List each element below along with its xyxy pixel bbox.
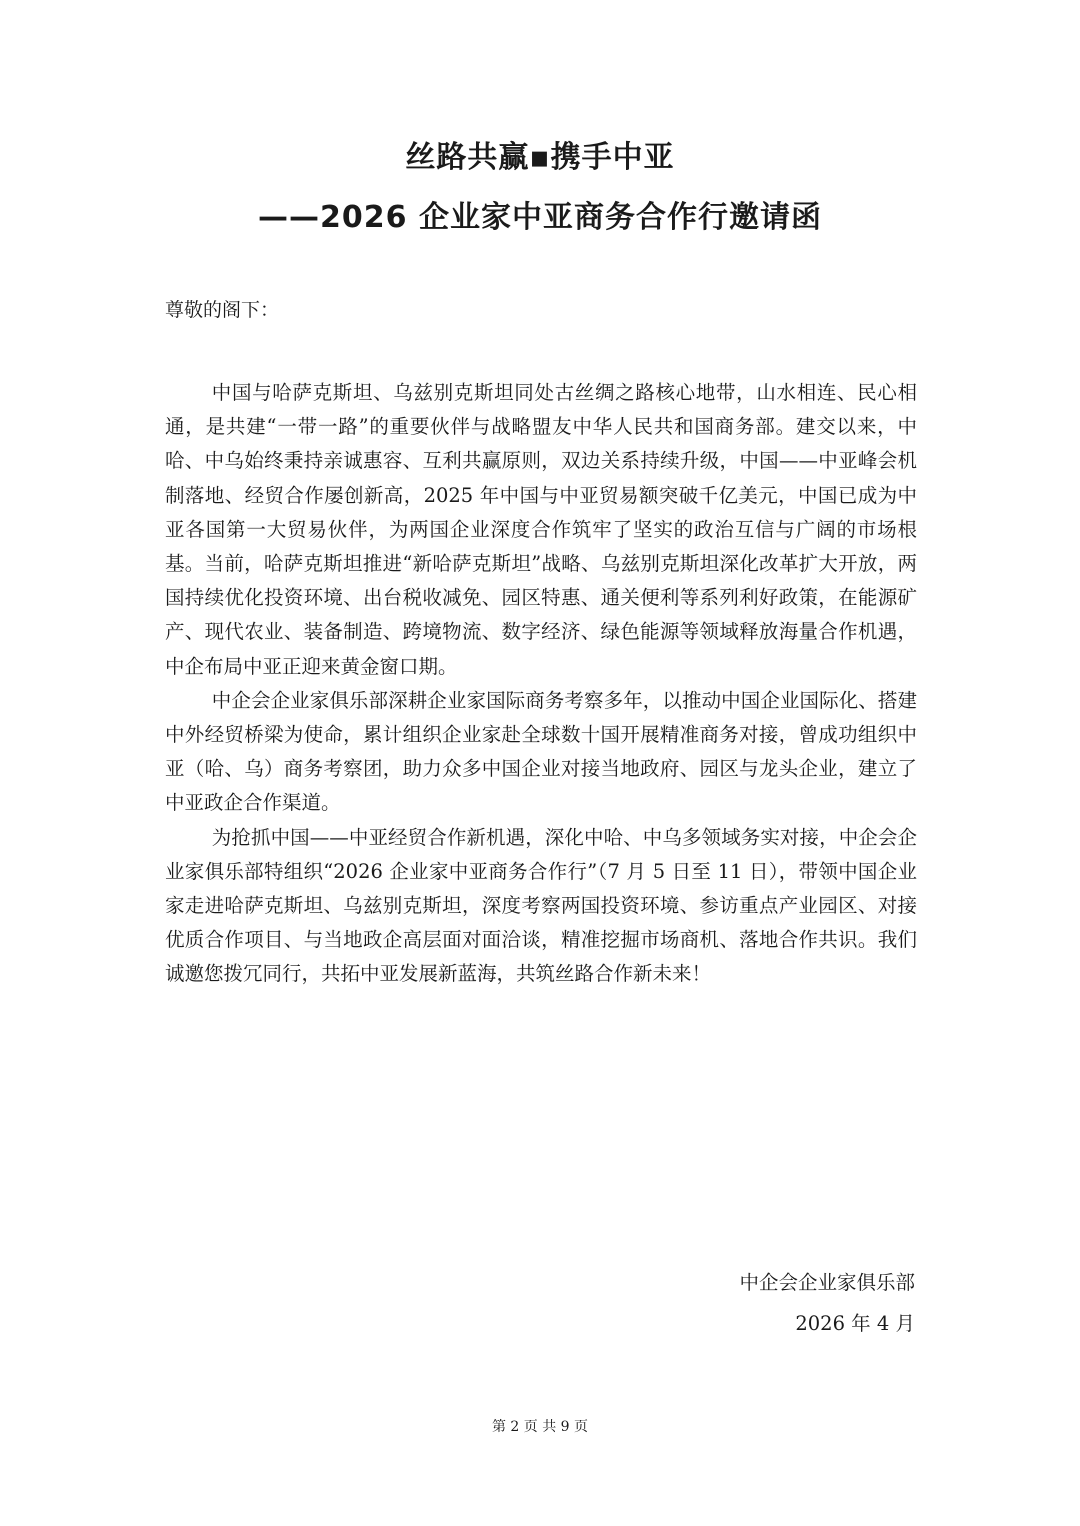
paragraph-2: 中企会企业家俱乐部深耕企业家国际商务考察多年，以推动中国企业国际化、搭建中外经贸桥梁为使命，累计组织企业家赴全球数十国开展精准商务对接，曾成功组织中亚（哈、乌）商务考察团，助力众多中国企业对接当地政府、园区与龙头企业，建立了中亚政企合作渠道。 [165,688,917,815]
title-line-2: ——2026 企业家中亚商务合作行邀请函 [258,200,822,235]
paragraph-3: 为抢抓中国——中亚经贸合作新机遇，深化中哈、中乌多领域务实对接，中企会企业家俱乐部特组织“2026 企业家中亚商务合作行”（7 月 5 日至 11 日），带领中国企业家走进哈萨克斯坦、乌兹别克斯坦，深度考察两国投资环境、参访重点产业园区、对接优质合作项目、与当地政企高层面对面洽谈，精准挖掘市场商机、落地合作共识。我们诚邀您拨冗同行，共拓中亚发展新蓝海，共筑丝路合作新未来！ [165,825,917,986]
paragraph-1: 中国与哈萨克斯坦、乌兹别克斯坦同处古丝绸之路核心地带，山水相连、民心相通，是共建“一带一路”的重要伙伴与战略盟友中华人民共和国商务部。建交以来，中哈、中乌始终秉持亲诚惠容、互利共赢原则，双边关系持续升级，中国——中亚峰会机制落地、经贸合作屡创新高，2025 年中国与中亚贸易额突破千亿美元，中国已成为中亚各国第一大贸易伙伴，为两国企业深度合作筑牢了坚实的政治互信与广阔的市场根基。当前，哈萨克斯坦推进“新哈萨克斯坦”战略、乌兹别克斯坦深化改革扩大开放，两国持续优化投资环境、出台税收减免、园区特惠、通关便利等系列利好政策，在能源矿产、现代农业、装备制造、跨境物流、数字经济、绿色能源等领域释放海量合作机遇，中企布局中亚正迎来黄金窗口期。 [165,381,917,678]
signature-date: 2026 年 4 月 [795,1312,915,1335]
letter-body [165,376,917,992]
page-number-footer: 第 2 页 共 9 页 [491,1419,589,1435]
signature-organization: 中企会企业家俱乐部 [739,1271,915,1294]
salutation: 尊敬的阁下： [165,299,280,321]
title-line-1: 丝路共赢▪携手中亚 [405,140,675,175]
